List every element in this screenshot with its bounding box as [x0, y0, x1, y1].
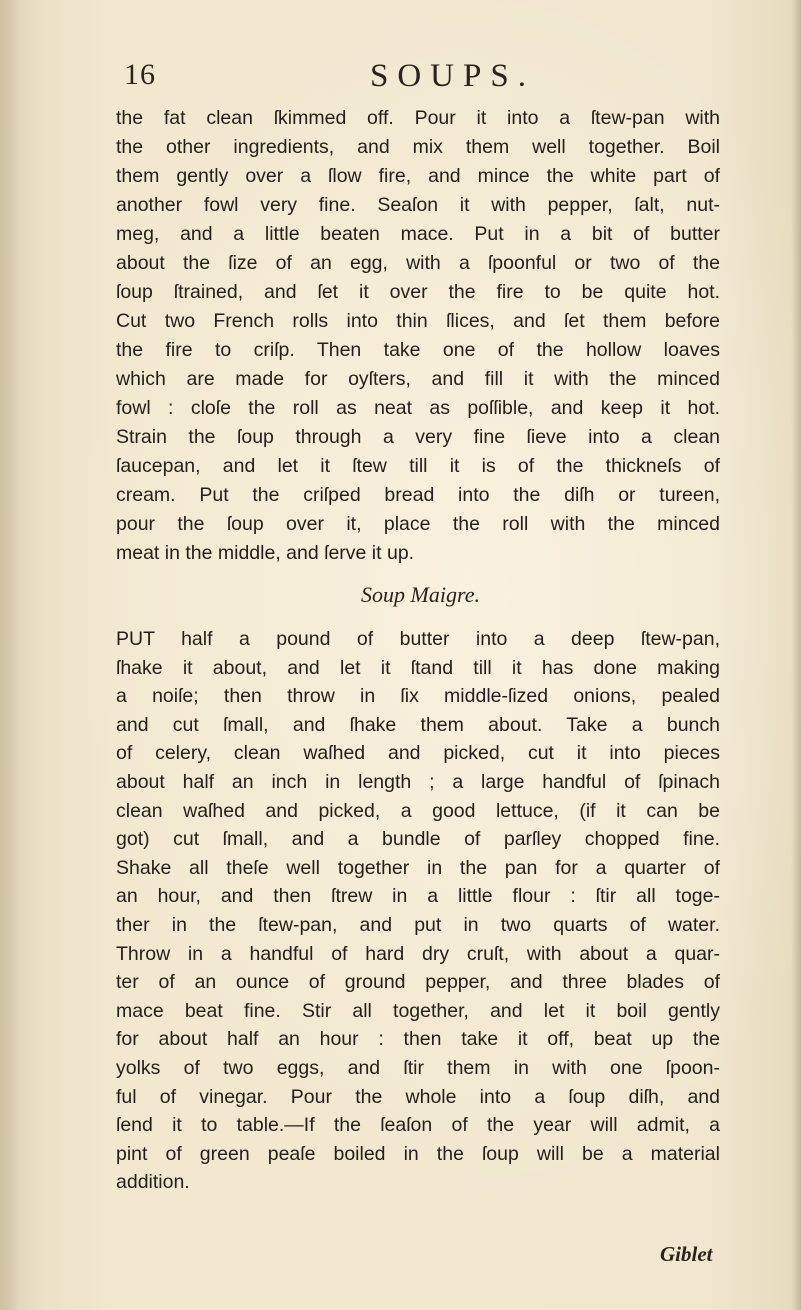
text-line: an hour, and then ſtrew in a little flour : ſtir all toge-	[116, 885, 720, 908]
text-line: the other ingredients, and mix them well together. Boil	[116, 136, 720, 158]
text-line: ſend it to table.—If the ſeaſon of the year will admit, a	[116, 1114, 720, 1137]
text-line: ter of an ounce of ground pepper, and three blades of	[116, 971, 720, 994]
text-line: about half an inch in length ; a large handful of ſpinach	[116, 770, 720, 793]
text-line: of celery, clean waſhed and picked, cut it into pieces	[116, 742, 720, 765]
text-line: the fat clean ſkimmed off. Pour it into a ſtew-pan with	[116, 107, 720, 129]
text-line: cream. Put the criſped bread into the diſh or tureen,	[116, 484, 720, 506]
page-edge-shadow	[791, 0, 801, 1310]
text-line: a noiſe; then throw in ſix middle-ſized onions, pealed	[116, 685, 720, 708]
text-line: them gently over a ſlow fire, and mince the white part of	[116, 165, 720, 187]
text-line: for about half an hour : then take it off, beat up the	[116, 1028, 720, 1051]
text-line: fowl : cloſe the roll as neat as poſſible, and keep it hot.	[116, 397, 720, 419]
recipe-heading: Soup Maigre.	[361, 582, 480, 607]
text-line: ful of vinegar. Pour the whole into a ſoup diſh, and	[116, 1085, 720, 1108]
text-line: another fowl very fine. Seaſon it with pepper, ſalt, nut-	[116, 194, 720, 216]
text-line: pint of green peaſe boiled in the ſoup will be a material	[116, 1142, 720, 1165]
text-line: meat in the middle, and ſerve it up.	[116, 542, 415, 564]
text-line: about the ſize of an egg, with a ſpoonful or two of the	[116, 252, 720, 274]
text-line: Cut two French rolls into thin ſlices, and ſet them before	[116, 310, 720, 332]
text-line: pour the ſoup over it, place the roll with the minced	[116, 513, 720, 535]
text-line: clean waſhed and picked, a good lettuce, (if it can be	[116, 799, 720, 822]
text-line: Shake all theſe well together in the pan for a quarter of	[116, 856, 720, 879]
text-line: ſoup ſtrained, and ſet it over the fire to be quite hot.	[116, 281, 720, 303]
text-line: mace beat fine. Stir all together, and let it boil gently	[116, 999, 720, 1022]
running-title: SOUPS.	[370, 58, 535, 94]
paragraph-soup-maigre	[116, 625, 720, 1197]
text-line: ther in the ſtew-pan, and put in two quarts of water.	[116, 913, 720, 936]
text-line: Strain the ſoup through a very fine ſieve into a clean	[116, 426, 720, 448]
text-line: ſaucepan, and let it ſtew till it is of the thickneſs of	[116, 455, 720, 477]
text-line: PUT half a pound of butter into a deep ſtew-pan,	[116, 628, 720, 650]
page-header	[0, 58, 801, 102]
text-line: meg, and a little beaten mace. Put in a bit of butter	[116, 223, 720, 245]
page-gutter-shadow	[0, 0, 20, 1310]
text-line: and cut ſmall, and ſhake them about. Take a bunch	[116, 713, 720, 736]
paragraph-continued	[116, 104, 720, 568]
text-line: ſhake it about, and let it ſtand till it has done making	[116, 656, 720, 679]
catchword: Giblet	[660, 1242, 713, 1266]
page-number: 16	[124, 58, 156, 91]
text-line: which are made for oyſters, and fill it with the minced	[116, 368, 720, 390]
text-line: yolks of two eggs, and ſtir them in with one ſpoon-	[116, 1056, 720, 1079]
text-line: addition.	[116, 1171, 190, 1194]
text-line: the fire to criſp. Then take one of the hollow loaves	[116, 339, 720, 361]
text-line: got) cut ſmall, and a bundle of parſley chopped fine.	[116, 828, 720, 851]
text-line: Throw in a handful of hard dry cruſt, with about a quar-	[116, 942, 720, 965]
